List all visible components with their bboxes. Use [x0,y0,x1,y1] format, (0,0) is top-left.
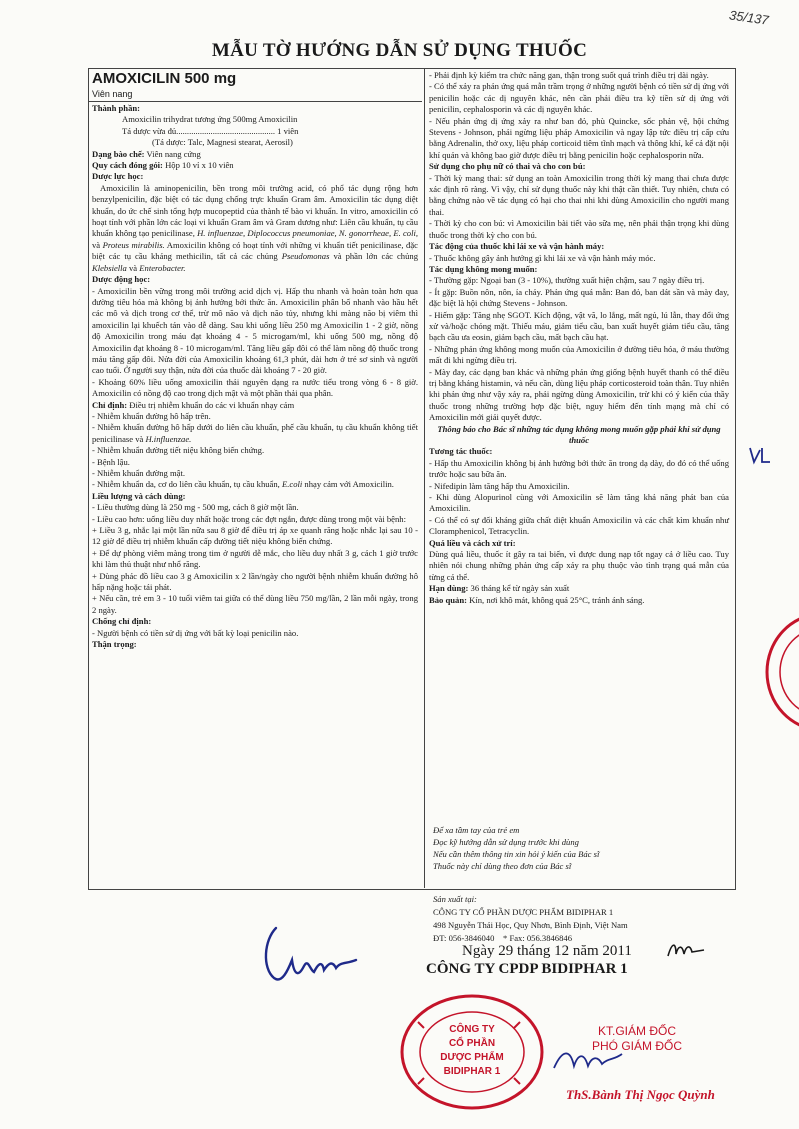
interaction-item: - Hấp thu Amoxicilin không bị ảnh hưởng bởi thức ăn trong dạ dày, do đó có thể uống trước hoặc sau bữa ăn. [429,457,729,480]
overdose-heading: Quá liều và cách xử trí: [429,537,516,548]
packaging-row [92,160,418,171]
signoff-title-line: KT.GIÁM ĐỐC [598,1024,677,1038]
packaging-value: Hộp 10 vỉ x 10 viên [162,160,234,171]
expiry-value: 36 tháng kể từ ngày sản xuất [468,583,570,594]
phone: ĐT: 056-3846040 [433,933,495,943]
dosage-item: - Liều cao hơn: uống liều duy nhất hoặc trong các đợt ngắn, được dùng trong một vài bệnh: [92,513,406,524]
interaction-item: - Nifedipin làm tăng hấp thu Amoxicilin. [429,480,570,491]
text-run: Amoxicilin là aminopenicilin, bền trong môi trường acid, có phổ tác dụng rộng hơn benzylpenicilin, đặc biệt có tác dụng chống trực khuẩn Gram âm. Amoxicilin tác dụng diệt khuẩn, do ức chế sinh tổng hợp mucopeptid của thành tế bào vi khuẩn. In vitro, amoxicilin có hoạt tính với phần lớn các loại vi khuẩn Gram âm và Gram dương như: Liên cầu khuẩn, tụ cầu khuẩn không tạo penicilinase, [92,182,418,239]
driving-item: - Thuốc không gây ảnh hưởng gì khi lái xe và vận hành máy móc. [429,252,656,263]
indication-item: - Nhiễm khuẩn đường tiết niệu không biến chứng. [92,445,265,456]
composition-heading: Thành phần: [92,103,141,113]
adverse-effect-item: - Thường gặp: Ngoại ban (3 - 10%), thường xuất hiện chậm, sau 7 ngày điều trị. [429,275,705,286]
text-run: Enterobacter. [139,262,186,273]
signer-name: ThS.Bành Thị Ngọc Quỳnh [566,1087,715,1102]
text-run: và [92,239,103,250]
page-number: 35/137 [728,7,770,28]
dosage-item: - Liều thường dùng là 250 mg - 500 mg, cách 8 giờ một lần. [92,502,299,513]
composition-line: Amoxicilin trihydrat tương ứng 500mg Amoxicilin [122,114,298,125]
indication-item [92,422,418,445]
stamp-line: CÔNG TY [449,1024,495,1035]
text-run: H.influenzae. [145,433,192,444]
signoff-date: Ngày 29 tháng 12 năm 2011 [462,943,632,959]
text-run: Pseudomonas [281,251,330,262]
footer-notes [433,824,599,872]
storage-value: Kín, nơi khô mát, không quá 25°C, tránh ánh sáng. [466,594,645,605]
overdose-text: Dùng quá liều, thuốc ít gây ra tai biến, vì được dung nạp tốt ngay cả ở liều cao. Tuy nhiên nói chung những phản ứng cấp xảy ra phụ thuộc vào tình trạng quá mẫn của từng cá thể. [429,549,729,582]
company-stamp [398,992,546,1112]
adverse-effect-item: - Mày đay, các dạng ban khác và những phản ứng giống bệnh huyết thanh có thể điều trị bằng kháng histamin, và nếu cần, dùng liệu pháp corticosteroid toàn thân. Tuy nhiên khi phản ứng như vậy xảy ra, phải ngừng dùng Amoxicilin, trừ khi có ý kiến của thầy thuốc trong những trường hợp đặc biệt, nguy hiểm đến tính mạng mà chỉ có Amoxicilin mới giải quyết được. [429,366,730,423]
margin-mark [748,444,774,466]
composition-excipients: (Tá dược: Talc, Magnesi stearat, Aerosil) [152,137,293,148]
text-run: - Nhiễm khuẩn đường hô hấp dưới do liên cầu khuẩn, phế cầu khuẩn, tụ cầu khuẩn không tiết penicilinase và [92,422,418,444]
pharmacokinetics-heading: Dược động học: [92,274,151,285]
adverse-effects-heading: Tác dụng không mong muốn: [429,263,538,274]
caution-item: - Có thể xảy ra phản ứng quá mẫn trầm trọng ở những người bệnh có tiền sử dị ứng với penicilin hoặc các dị nguyên khác, nên cần phải điều tra kỹ tiền sử dị ứng với penicilin, cephalosporin và các dị nguyên khác. [429,81,729,115]
dosage-item: + Liều 3 g, nhắc lại một lần nữa sau 8 giờ để điều trị áp xe quanh răng hoặc nhắc lại sau 10 - 12 giờ để điều trị nhiễm khuẩn cấp đường tiết niệu không biến chứng. [92,525,418,547]
manufacturer-name: CÔNG TY CỔ PHẦN DƯỢC PHẨM BIDIPHAR 1 [433,907,614,917]
dosage-item: + Nếu cần, trẻ em 3 - 10 tuổi viêm tai giữa có thể dùng liều 750 mg/lần, 2 lần mỗi ngày, trong 2 ngày. [92,593,418,615]
storage-row [429,595,729,606]
text-run: và [126,262,140,273]
doctor-notice: Thông báo cho Bác sĩ những tác dụng không mong muốn gặp phải khi sử dụng thuốc [437,423,721,445]
footer-note: Nếu cần thêm thông tin xin hỏi ý kiến của Bác sĩ [433,849,600,859]
signature-left [258,920,368,990]
pharmacology-heading: Dược lực học: [92,171,144,182]
signoff-title-line: PHÓ GIÁM ĐỐC [592,1039,683,1053]
text-run: Amoxicilin không có hoạt tính với những vi khuẩn tiết penicilinase, đặc biệt các tụ cầu kháng methicilin, tất cả các chủng [92,239,418,262]
expiry-row [429,583,729,594]
edge-stamp [762,612,799,732]
column-divider [424,68,425,888]
composition-line: Tá dược vừa đủ.............................................. 1 viên [122,125,299,136]
interaction-item: - Có thể có sự đối kháng giữa chất diệt khuẩn Amoxicilin và các chất kìm khuẩn như Cloramphenicol, Tetracyclin. [429,514,729,537]
left-column [92,70,418,651]
dosage-form-row [92,149,418,160]
interaction-item: - Khi dùng Alopurinol cùng với Amoxicilin sẽ làm tăng khả năng phát ban của Amoxicilin. [429,492,729,514]
signoff-company: CÔNG TY CPDP BIDIPHAR 1 [426,961,628,977]
text-run: E.coli [281,479,303,490]
manufacturer-address: 498 Nguyễn Thái Học, Quy Nhơn, Bình Định, Việt Nam [433,920,628,930]
indications-intro: Điều trị nhiễm khuẩn do các vi khuẩn nhạy cảm [127,399,295,410]
dosage-item: + Để dự phòng viêm màng trong tim ở người dễ mắc, cho liều duy nhất 3 g, cách 1 giờ trước khi làm thủ thuật như nhổ răng. [92,547,418,570]
divider [88,101,422,102]
indication-item: - Nhiễm khuẩn đường mật. [92,468,185,478]
pregnancy-item: - Thời kỳ mang thai: sử dụng an toàn Amoxicilin trong thời kỳ mang thai chưa được xác định rõ ràng. Vì vậy, chỉ sử dụng thuốc này khi thật cần thiết. Tuy nhiên, chưa có bằng chứng nào về tác dụng có hại cho thai nhi khi dùng Amoxicilin cho người mang thai. [429,172,729,217]
text-run: Klebsiella [92,262,127,273]
text-run: nhạy cảm với Amoxicilin. [302,479,394,490]
caution-item: - Phải định kỳ kiểm tra chức năng gan, thận trong suốt quá trình điều trị dài ngày. [429,70,709,80]
text-run: Proteus mirabilis. [102,239,165,250]
indications-label: Chỉ định: [92,399,128,410]
manufacturer-block [433,893,628,945]
caution-item: - Nếu phản ứng dị ứng xảy ra như ban đỏ, phù Quincke, sốc phản vệ, hội chứng Stevens - Johnson, phải ngừng liệu pháp Amoxicilin và ngay lập tức điều trị cấp cứu bằng Adrenalin, thở oxy, liệu pháp corticoid tiêm tĩnh mạch và thông khí, kể cả đặt nội khí quản và không bao giờ được điều trị bằng penicilin hoặc cephalosporin nữa. [429,115,729,160]
adverse-effect-item: - Hiếm gặp: Tăng nhẹ SGOT. Kích động, vật vã, lo lắng, mất ngủ, lú lẫn, thay đổi ứng xử và/hoặc chóng mặt. Thiếu máu, giảm tiểu cầu, ban xuất huyết giảm tiểu cầu, tăng bạch cầu ưa eosin, giảm bạch cầu, mất bạch cầu hạt. [429,309,729,343]
expiry-label: Hạn dùng: [429,583,469,594]
dosage-form-value: Viên nang cứng [144,148,201,159]
dosage-form-label: Dạng bào chế: [92,148,145,159]
right-column [429,70,729,606]
cautions-heading: Thận trọng: [92,639,137,650]
drug-name: AMOXICILIN 500 mg [92,70,237,87]
adverse-effect-item: - Những phản ứng không mong muốn của Amoxicilin ở đường tiêu hóa, ở máu thường mất đi khi ngừng điều trị. [429,343,729,366]
stamp-line: DƯỢC PHẨM [440,1052,504,1063]
document-title: MẪU TỜ HƯỚNG DẪN SỬ DỤNG THUỐC [211,40,588,61]
indication-item [92,479,418,490]
interactions-heading: Tương tác thuốc: [429,446,493,457]
text-run: và phần lớn các chủng [329,251,418,262]
director-signature [548,1040,628,1080]
manufacturer-label: Sản xuất tại: [433,894,477,904]
dosage-item: + Dùng phác đồ liều cao 3 g Amoxicilin x 2 lần/ngày cho người bệnh nhiễm khuẩn đường hô hấp nặng hoặc tái phát. [92,570,418,593]
stamp-line: CỔ PHẦN [448,1038,496,1049]
contraindication-item: - Người bệnh có tiền sử dị ứng với bất kỳ loại penicilin nào. [92,627,299,638]
pharmacokinetics-text: - Khoảng 60% liều uống amoxicilin thải nguyên dạng ra nước tiểu trong vòng 6 - 8 giờ. Amoxicilin có nồng độ cao trong dịch mật và một phần thải qua phân. [92,376,418,399]
stamp-line: BIDIPHAR 1 [443,1066,501,1077]
text-run: H. influenzae, Diplococcus pneumoniae, N. gonorrheae, E. coli, [197,228,418,239]
pharmacology-text [92,183,418,274]
adverse-effect-item: - Ít gặp: Buồn nôn, nôn, ỉa chảy. Phản ứng quá mẫn: Ban đỏ, ban dát sần và mày đay, đặc biệt là hội chứng Stevens - Johnson. [429,286,729,309]
text-run: - Nhiễm khuẩn da, cơ do liên cầu khuẩn, tụ cầu khuẩn, [92,479,282,490]
footer-note: Để xa tầm tay của trẻ em [433,825,520,835]
driving-heading: Tác động của thuốc khi lái xe và vận hành máy: [429,241,605,252]
footer-note: Thuốc này chỉ dùng theo đơn của Bác sĩ [433,861,572,871]
pregnancy-heading: Sử dụng cho phụ nữ có thai và cho con bú: [429,161,586,172]
storage-label: Bảo quản: [429,594,467,605]
indications-row [92,400,418,411]
contraindications-heading: Chống chỉ định: [92,616,152,627]
footer-note: Đọc kỹ hướng dẫn sử dụng trước khi dùng [433,837,579,847]
indication-item: - Bệnh lậu. [92,456,130,467]
packaging-label: Quy cách đóng gói: [92,160,163,171]
drug-form: Viên nang [92,89,133,99]
pregnancy-item: - Thời kỳ cho con bú: vì Amoxicilin bài tiết vào sữa mẹ, nên phải thận trọng khi dùng thuốc trong thời kỳ cho con bú. [429,218,729,240]
pharmacokinetics-text: - Amoxicilin bền vững trong môi trường acid dịch vị. Hấp thu nhanh và hoàn toàn hơn qua đường tiêu hóa mà không bị ảnh hưởng bởi thức ăn. Amoxicilin phân bố nhanh vào hầu hết các mô và dịch trong cơ thể, trừ mô não và dịch não tủy, nhưng khi màng não bị viêm thì amoxicilin lại khuếch tán vào dễ dàng. Sau khi uống liều 250 mg Amoxicilin 1 - 2 giờ, nồng độ Amoxicilin trong máu đạt khoảng 4 - 5 microgam/ml, khi uống 500 mg, nồng độ Amoxicilin đạt khoảng 8 - 10 microgam/ml. Tăng liều gấp đôi có thể làm nồng độ thuốc trong máu tăng gấp đôi. Nửa đời của Amoxicilin khoảng 61,3 phút, dài hơn ở trẻ sơ sinh và người cao tuổi. Ở người suy thận, nửa đời của thuốc dài khoảng 7 - 20 giờ. [92,285,418,376]
initials-signature [664,936,708,964]
fax: * Fax: 056.3846846 [503,933,572,943]
indication-item: - Nhiễm khuẩn đường hô hấp trên. [92,410,211,421]
dosage-heading: Liều lượng và cách dùng: [92,490,186,501]
